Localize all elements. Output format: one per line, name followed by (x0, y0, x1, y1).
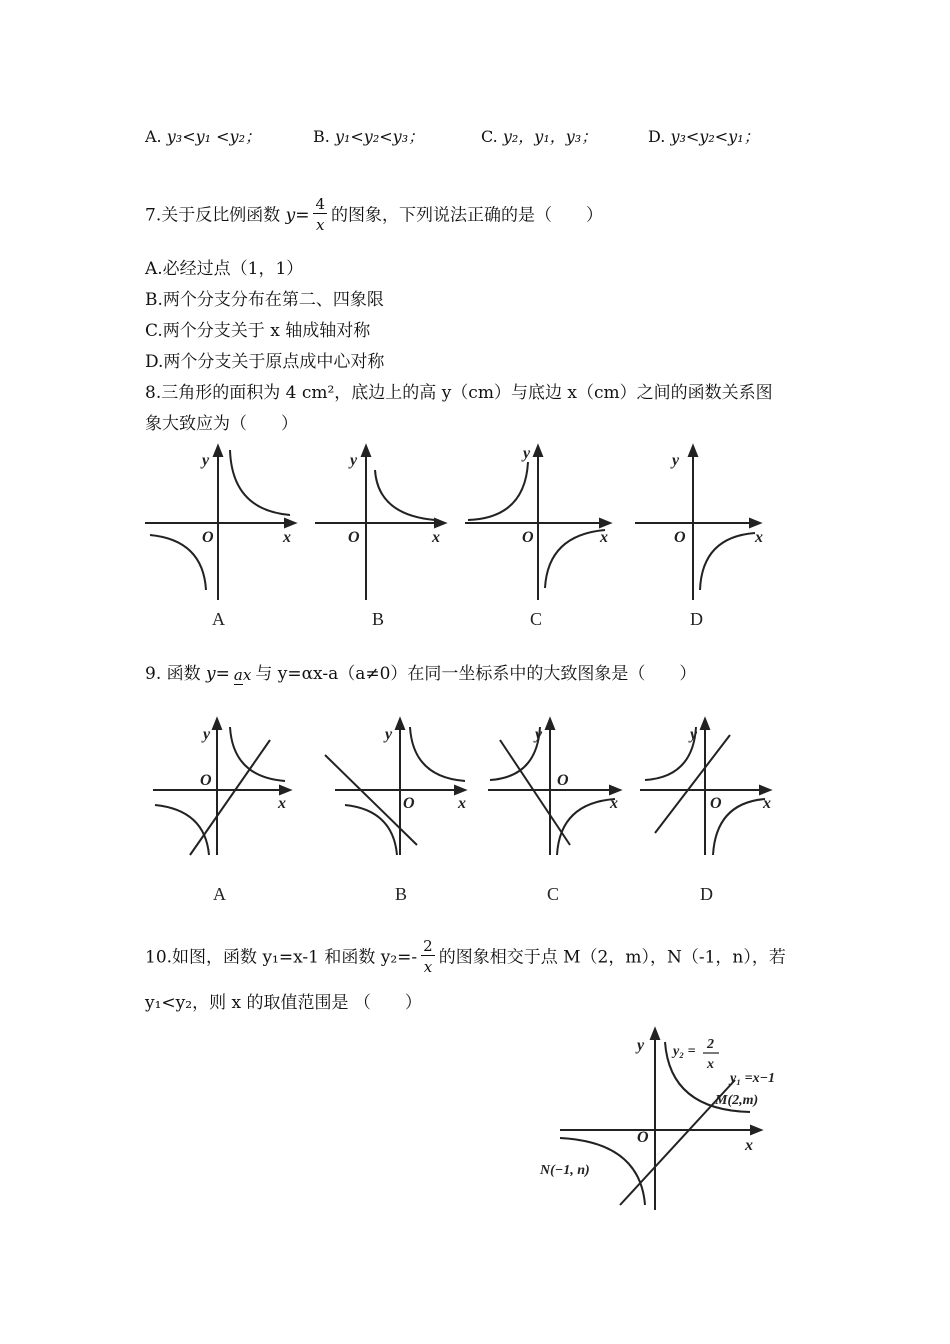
q8-d-origin: O (674, 529, 686, 546)
q8-stem-line2: 象大致应为（ ） (145, 414, 298, 434)
q6-option-d: D. y₃<y₂<y₁； (648, 127, 760, 146)
q7-option-c: C.两个分支关于 x 轴成轴对称 (145, 321, 371, 341)
q8-a-x-label: x (283, 529, 291, 546)
q10-x-label: x (745, 1137, 753, 1154)
q7-fraction: $\frac{4}{x}$ (315, 195, 326, 234)
q8-c-origin: O (522, 529, 534, 546)
q10-point-n: N(−1, n) (540, 1163, 590, 1178)
q9-d-x-label: x (763, 795, 771, 812)
q8-stem-line1: 8.三角形的面积为 4 cm²，底边上的高 y（cm）与底边 x（cm）之间的函数关系图 (145, 383, 773, 403)
q8-graph-a (145, 446, 295, 600)
q8-b-origin: O (348, 529, 360, 546)
q7-stem: 7.关于反比例函数 y= $\frac{4}{x}$ 的图象，下列说法正确的是（ ） (145, 195, 604, 234)
q10-point-m: M(2,m) (715, 1093, 759, 1108)
q10-stem-line2: y₁<y₂，则 x 的取值范围是 （ ） (145, 993, 422, 1013)
q9-a-y-label: y (203, 726, 211, 743)
q9-b-origin: O (403, 795, 415, 812)
q9-b-y-label: y (385, 726, 393, 743)
q10-y1-label: y₁ =x−1 (730, 1071, 776, 1086)
q8-label-c: C (530, 609, 543, 629)
q9-a-origin: O (200, 772, 212, 789)
q10-origin: O (637, 1129, 649, 1146)
q8-c-y-label: y (523, 445, 531, 462)
q8-label-a: A (212, 609, 225, 629)
q8-graph-d (635, 446, 760, 600)
q8-b-x-label: x (432, 529, 440, 546)
q9-d-origin: O (710, 795, 722, 812)
q9-a-x-label: x (278, 795, 286, 812)
q6-option-a: A. y₃<y₁ <y₂； (145, 127, 261, 146)
q9-label-a: A (213, 884, 226, 904)
q9-stem: 9. 函数 y= ax 与 y=αx-a（a≠0）在同一坐标系中的大致图象是（ ） (145, 664, 697, 684)
q9-fraction: ax (233, 665, 252, 684)
q9-label-b: B (395, 884, 408, 904)
q9-c-y-label: y (535, 726, 543, 743)
q8-graphs (140, 440, 780, 635)
q9-c-origin: O (557, 772, 569, 789)
q8-a-origin: O (202, 529, 214, 546)
q6-option-b: B. y₁<y₂<y₃； (313, 127, 425, 146)
q9-graph-c (488, 719, 620, 855)
q9-graph-a (153, 719, 290, 855)
q9-graphs (145, 715, 785, 910)
q9-graph-d (640, 719, 770, 855)
q8-d-y-label: y (672, 452, 680, 469)
q8-c-x-label: x (600, 529, 608, 546)
q7-option-a: A.必经过点（1，1） (145, 259, 304, 279)
q9-d-y-label: y (690, 726, 698, 743)
q10-figure (535, 1020, 815, 1215)
q8-label-b: B (372, 609, 385, 629)
q10-y2-num: 2 (707, 1037, 714, 1052)
q10-y-label: y (637, 1037, 645, 1054)
q8-graph-b (315, 446, 445, 600)
q10-stem-line1: 10.如图，函数 y₁=x-1 和函数 y₂=- $\frac{2}{x}$ 的图象相交于点 M（2，m），N（-1，n），若 (145, 937, 786, 976)
q7-option-d: D.两个分支关于原点成中心对称 (145, 352, 385, 372)
q7-option-b: B.两个分支分布在第二、四象限 (145, 290, 384, 310)
q9-label-d: D (700, 884, 713, 904)
q8-label-d: D (690, 609, 703, 629)
q9-c-x-label: x (610, 795, 618, 812)
q10-fraction: $\frac{2}{x}$ (423, 937, 433, 976)
q9-label-c: C (547, 884, 560, 904)
q8-b-y-label: y (350, 452, 358, 469)
q8-a-y-label: y (202, 452, 210, 469)
q9-graph-b (325, 719, 465, 855)
q8-graph-c (465, 446, 610, 600)
q10-y2-label: y₂ = (673, 1044, 696, 1059)
q8-d-x-label: x (755, 529, 763, 546)
q9-b-x-label: x (458, 795, 466, 812)
q10-y2-den: x (707, 1057, 714, 1072)
q6-option-c: C. y₂，y₁，y₃； (481, 127, 598, 146)
q10-axes (560, 1029, 761, 1210)
